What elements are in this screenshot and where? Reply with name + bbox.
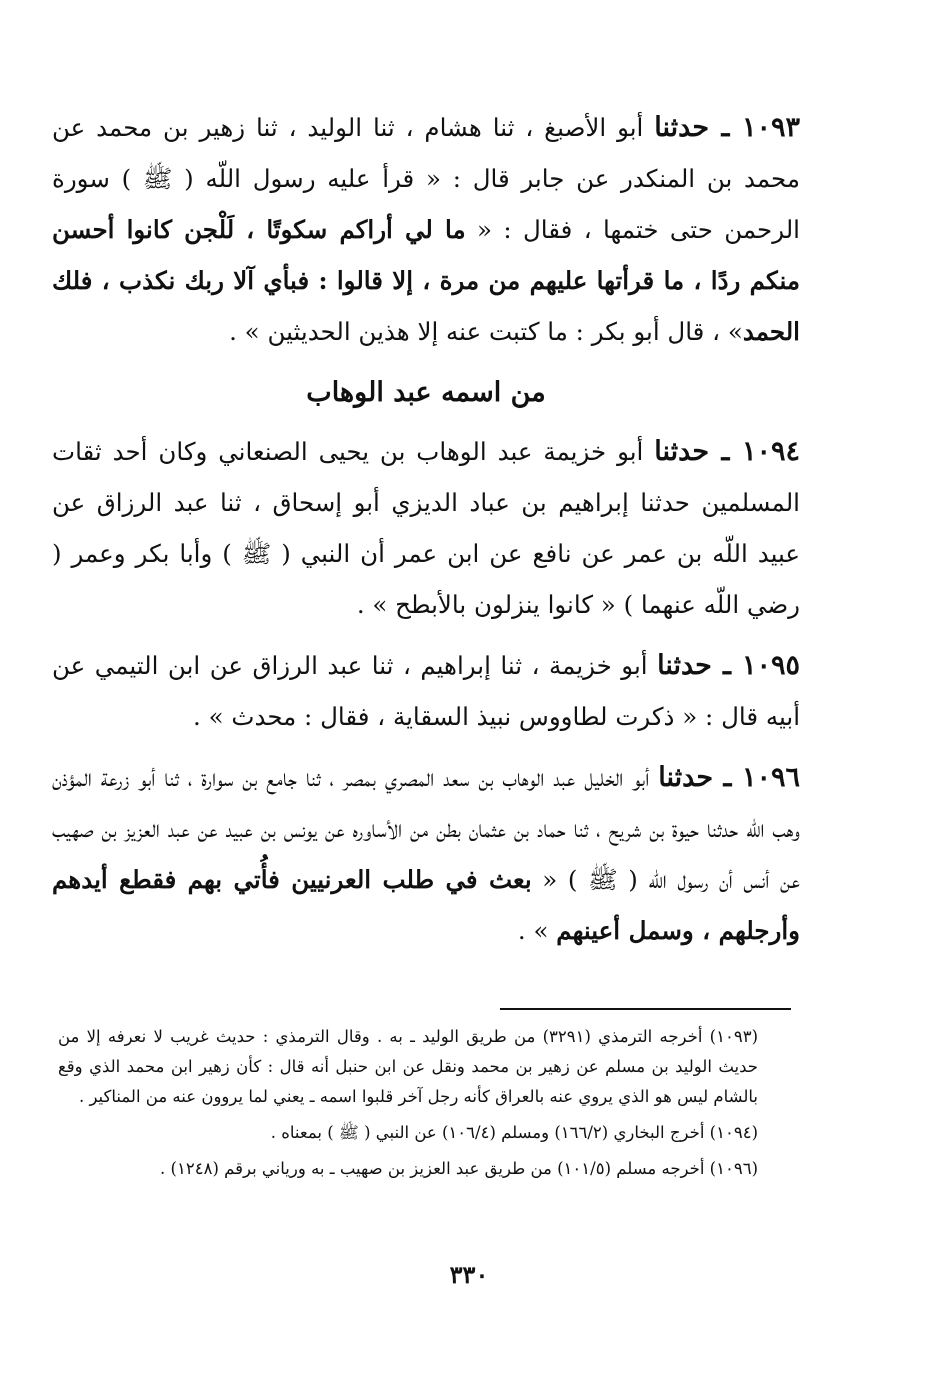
footnote-divider [500, 1008, 791, 1010]
hadith-number: ١٠٩٣ ـ حدثنا [654, 112, 800, 143]
main-text [52, 102, 800, 966]
hadith-text-end: » ، قال أبو بكر : ما كتبت عنه إلا هذين الحديثين » . [229, 317, 743, 346]
hadith-1096 [52, 752, 800, 956]
footnote-1094: (١٠٩٤) أخرج البخاري (١٦٦/٢) ومسلم (١٠٦/٤) عن النبي ( ﷺ ) بمعناه . [270, 1123, 758, 1142]
hadith-text: أبو خزيمة عبد الوهاب بن يحيى الصنعاني وكان أحد ثقات المسلمين حدثنا إبراهيم بن عباد الديزي أبو إسحاق ، ثنا عبد الرزاق عن عبيد اللّه بن عمر عن نافع عن ابن عمر أن النبي ( ﷺ ) وأبا بكر وعمر ( رضي اللّه عنهما ) « كانوا ينزلون بالأبطح » . [52, 437, 800, 619]
hadith-quote-bold: بعث في طلب العرنيين فأُتي بهم فقطع أيدهم وأرجلهم ، وسمل أعينهم [52, 865, 800, 945]
hadith-number: ١٠٩٦ ـ حدثنا [658, 762, 800, 793]
footnote-1093: (١٠٩٣) أخرجه الترمذي (٣٢٩١) من طريق الوليد ـ به . وقال الترمذي : حديث غريب لا نعرفه إلا من حديث الوليد بن مسلم عن زهير بن محمد ونقل عن ابن حنبل أنه قال : كأن زهير ابن محمد الذي وقع بالشام ليس هو الذي يروي عنه بالعراق كأنه رجل آخر قلبوا اسمه ـ يعني لما يروون عنه من المناكير . [58, 1027, 758, 1106]
hadith-quote-bold: ما لي أراكم سكوتًا ، لَلْجن كانوا أحسن منكم ردًا ، ما قرأتها عليهم من مرة ، إلا قالوا : فبأي آلا ربك نكذب ، فلك الحمد [52, 215, 800, 346]
footnote-1096: (١٠٩٦) أخرجه مسلم (١٠١/٥) من طريق عبد العزيز بن صهيب ـ به ورياني برقم (١٢٤٨) . [160, 1159, 758, 1178]
footnotes [58, 1022, 788, 1190]
section-heading: من اسمه عبد الوهاب [306, 377, 546, 408]
hadith-1094 [52, 426, 800, 630]
hadith-text: أبو خزيمة ، ثنا إبراهيم ، ثنا عبد الرزاق عن ابن التيمي عن أبيه قال : « ذكرت لطاووس نبيذ السقاية ، فقال : محدث » . [52, 651, 800, 731]
hadith-1095 [52, 640, 800, 742]
page-number: ٣٣٠ [449, 1260, 489, 1289]
hadith-text: أبو الأصبغ ، ثنا هشام ، ثنا الوليد ، ثنا زهير بن محمد عن محمد بن المنكدر عن جابر قال : « قرأ عليه رسول اللّه ( ﷺ ) سورة الرحمن حتى ختمها ، فقال : « [52, 113, 800, 244]
hadith-number: ١٠٩٤ ـ حدثنا [654, 436, 800, 467]
hadith-text: أبو الخليل عبد الوهاب بن سعد المصري بمصر ، ثنا جامع بن سوارة ، ثنا أبو زرعة المؤذن وهب اللّه حدثنا حيوة بن شريح ، ثنا حماد بن عثمان بطن من الأساوره عن يونس بن عبيد عن عبد العزيز بن صهيب عن أنس أن رسول اللّه ( ﷺ ) « [52, 763, 801, 894]
hadith-text-end: » . [517, 916, 557, 945]
hadith-1093 [52, 102, 800, 357]
hadith-number: ١٠٩٥ ـ حدثنا [657, 650, 800, 681]
